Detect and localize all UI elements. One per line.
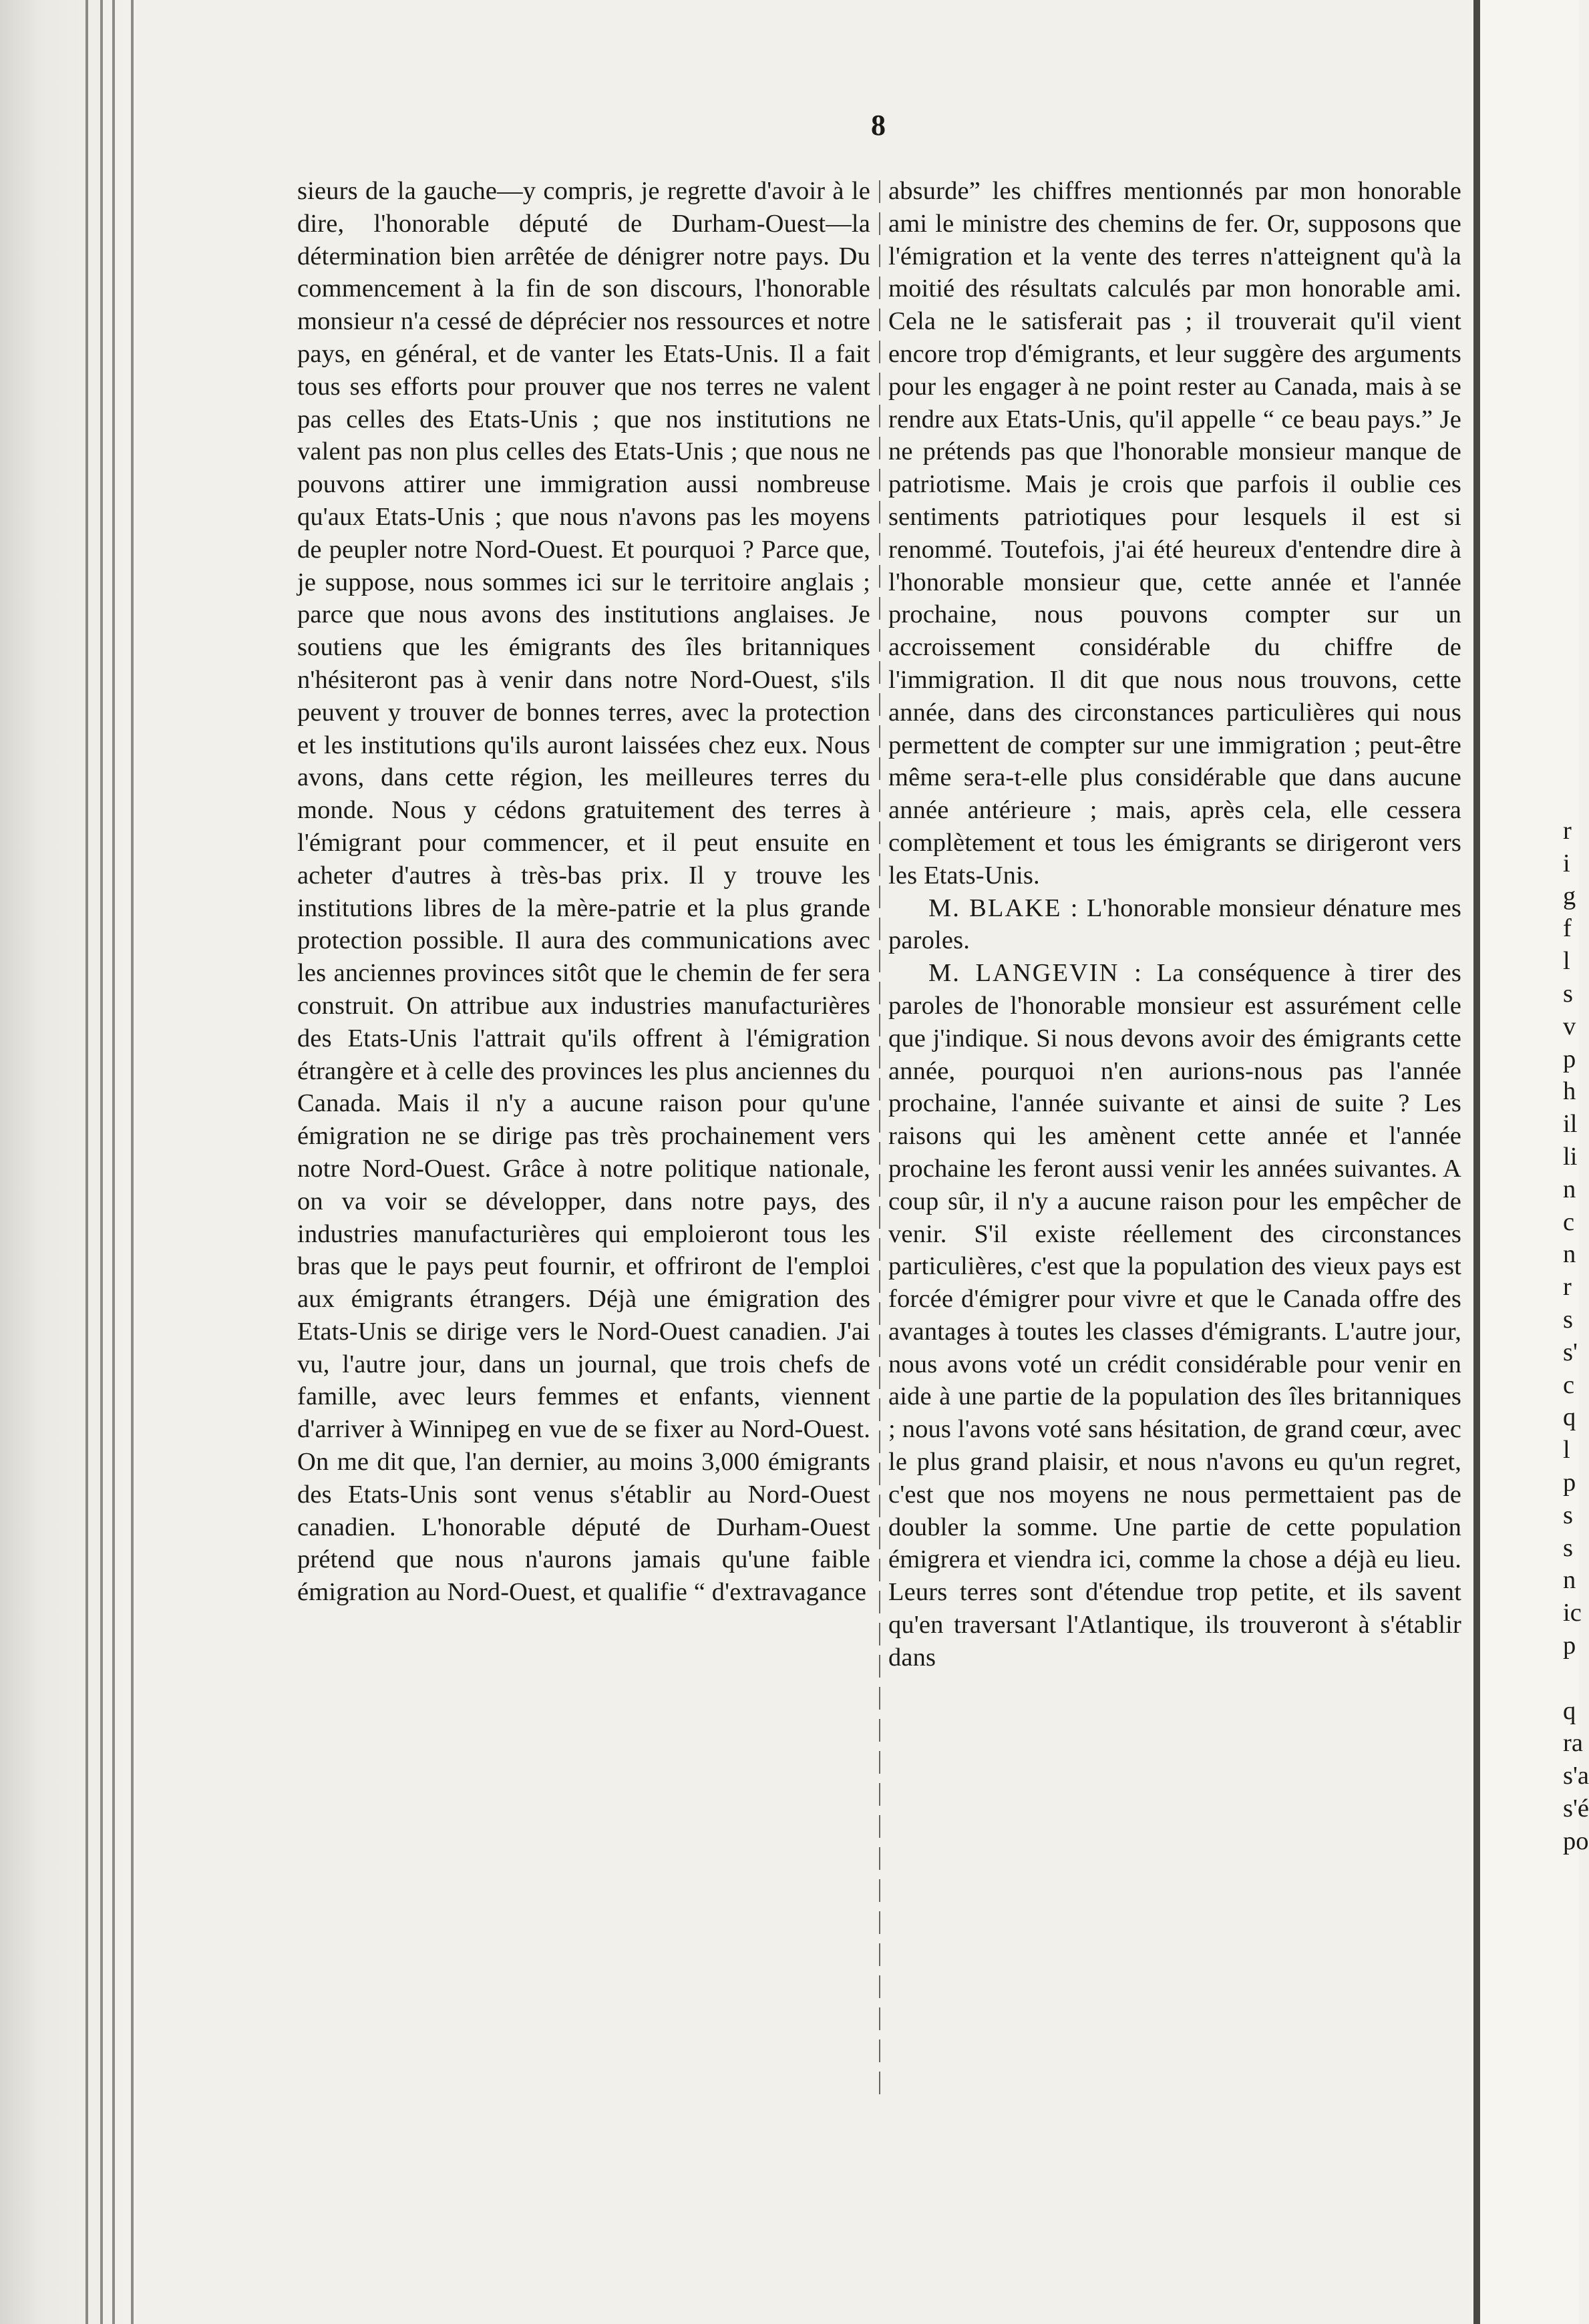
adjacent-page-fragment: h xyxy=(1563,1077,1576,1106)
adjacent-page-fragment: li xyxy=(1563,1142,1578,1171)
adjacent-page-fragment: s'a xyxy=(1563,1762,1589,1790)
scan-edge-line xyxy=(100,0,103,2324)
right-column-paragraph xyxy=(888,175,1461,892)
adjacent-page-fragment: g xyxy=(1563,882,1576,910)
adjacent-page-fragment: n xyxy=(1563,1175,1576,1203)
left-column-paragraph: sieurs de la gauche—y compris, je regrette d'avoir à le dire, l'honorable député de Durham-Ouest—la détermination bien arrêtée de dénigrer notre pays. Du commencement à la fin de son discours, l'honorable monsieur n'a cessé de déprécier nos ressources et notre pays, en général, et de vanter les Etats-Unis. Il a fait tous ses efforts pour prouver que nos terres ne valent pas celles des Etats-Unis ; que nos institutions ne valent pas non plus celles des Etats-Unis ; que nous ne pouvons attirer une immigration aussi nombreuse qu'aux Etats-Unis ; que nous n'avons pas les moyens de peupler notre Nord-Ouest. Et pourquoi ? Parce que, je suppose, nous sommes ici sur le territoire anglais ; parce que nous avons des institutions anglaises. Je soutiens que les émigrants des îles britanniques n'hésiteront pas à venir dans notre Nord-Ouest, s'ils peuvent y trouver de bonnes terres, avec la protection et les institutions qu'ils auront laissées chez eux. Nous avons, dans cette région, les meilleures terres du monde. Nous y cédons gratuitement des terres à l'émigrant pour commencer, et il peut ensuite en acheter d'autres à très-bas prix. Il y trouve les institutions libres de la mère-patrie et la plus grande protection possible. Il aura des communications avec les anciennes provinces sitôt que le chemin de fer sera construit. On attribue aux industries manufacturières des Etats-Unis l'attrait qu'ils offrent à l'émigration étrangère et à celle des provinces les plus anciennes du Canada. Mais il n'y a aucune raison pour qu'une émigration ne se dirige pas très prochainement vers notre Nord-Ouest. Grâce à notre politique nationale, on va voir se développer, dans notre pays, des industries manufacturières qui emploieront tous les bras que le pays peut fournir, et offriront de l'emploi aux émigrants étrangers. Déjà une émigration des Etats-Unis se dirige vers le Nord-Ouest canadien. J'ai vu, l'autre jour, dans un journal, que trois chefs de famille, avec leurs femmes et enfants, viennent d'arriver à Winnipeg en vue de se fixer au Nord-Ouest. On me dit que, l'an dernier, au moins 3,000 émigrants des Etats-Unis sont venus s'établir au Nord-Ouest canadien. L'honorable député de Durham-Ouest prétend que nous n'aurons jamais qu'une faible émigration au Nord-Ouest, et qualifie “ d'extravagance xyxy=(297,177,870,1607)
adjacent-page-fragment: ra xyxy=(1563,1729,1583,1758)
adjacent-page-fragment: c xyxy=(1563,1207,1575,1236)
column-divider xyxy=(879,180,880,2097)
adjacent-page-fragment: v xyxy=(1563,1012,1576,1040)
adjacent-page-fragment: s xyxy=(1563,1533,1573,1562)
adjacent-page-fragment: l xyxy=(1563,947,1570,976)
adjacent-page-fragment: p xyxy=(1563,1468,1576,1497)
scan-right-edge-line xyxy=(1473,0,1480,2324)
adjacent-page-fragment xyxy=(1563,1662,1579,1695)
adjacent-page-fragment: c xyxy=(1563,1370,1575,1399)
speech-text: La conséquence à tirer des paroles de l'honorable monsieur est assurément celle que j'indique. Si nous devons avoir des émigrants cette année, pourquoi n'en aurions-nous pas l'année prochaine, l'année suivante et ainsi de suite ? Les raisons qui les amènent cette année et l'année prochaine les feront aussi venir les années suivantes. A coup sûr, il n'y a aucune raison pour les empêcher de venir. S'il existe réellement des circonstances particulières, c'est que la population des vieux pays est forcée d'émigrer pour vivre et que le Canada offre des avantages à toutes les classes d'émigrants. L'autre jour, nous avons voté un crédit considérable pour venir en aide à une partie de la population des îles britanniques ; nous l'avons voté sans hésitation, de grand cœur, avec le plus grand plaisir, et nous n'avons eu qu'un regret, c'est que nos moyens ne nous permettaient pas de doubler la somme. Une partie de cette population émigrera et viendra ici, comme la chose a déjà eu lieu. Leurs terres sont d'étendue trop petite, et ils savent qu'en traversant l'Atlantique, ils trouveront à s'établir dans xyxy=(888,959,1461,1672)
adjacent-page-fragment: r xyxy=(1563,1273,1572,1302)
page-number: 8 xyxy=(871,109,886,142)
speech-langevin xyxy=(888,957,1461,1674)
adjacent-page-fragment: p xyxy=(1563,1631,1576,1660)
adjacent-page-fragment: n xyxy=(1563,1240,1576,1269)
adjacent-page-fragment: i xyxy=(1563,849,1570,878)
speech-text: L'honorable monsieur dénature mes paroles. xyxy=(888,894,1461,955)
adjacent-page-fragment: s xyxy=(1563,1305,1573,1334)
adjacent-page-fragment: s'é xyxy=(1563,1794,1589,1822)
adjacent-page-fragment: ic xyxy=(1563,1599,1582,1627)
speaker-name: M. BLAKE : xyxy=(928,894,1079,922)
adjacent-page-fragment: s' xyxy=(1563,1338,1578,1366)
adjacent-page-fragment: r xyxy=(1563,817,1572,845)
right-column xyxy=(888,175,1461,1674)
adjacent-page-fragment: s xyxy=(1563,1501,1573,1529)
adjacent-page-fragment: q xyxy=(1563,1403,1576,1432)
adjacent-page-fragment: n xyxy=(1563,1566,1576,1595)
scan-edge-line xyxy=(85,0,88,2324)
speech-blake xyxy=(888,892,1461,958)
adjacent-page-fragments xyxy=(1563,815,1589,1858)
adjacent-page-fragment: il xyxy=(1563,1110,1578,1139)
adjacent-page-fragment: po xyxy=(1563,1826,1589,1855)
adjacent-page-fragment: l xyxy=(1563,1436,1570,1465)
scan-edge-line xyxy=(112,0,115,2324)
scan-edge-line xyxy=(131,0,134,2324)
adjacent-page-fragment: f xyxy=(1563,914,1572,943)
speaker-name: M. LANGEVIN : xyxy=(928,959,1143,988)
adjacent-page-fragment: s xyxy=(1563,979,1573,1008)
paragraph-text: absurde” les chiffres mentionnés par mon honorable ami le ministre des chemins de fer. Or, supposons que l'émigration et la vente des terres n'atteignent qu'à la moitié des résultats calculés par mon honorable ami. Cela ne le satisferait pas ; il trouverait qu'il vient encore trop d'émigrants, et leur suggère des arguments pour les engager à ne point rester au Canada, mais à se rendre aux Etats-Unis, qu'il appelle “ ce beau pays.” Je ne prétends pas que l'honorable monsieur manque de patriotisme. Mais je crois que parfois il oublie ces sentiments patriotiques pour lesquels il est si renommé. Toutefois, j'ai été heureux d'entendre dire à l'honorable monsieur que, cette année et l'année prochaine, nous pouvons compter sur un accroissement considérable du chiffre de l'immigration. Il dit que nous nous trouvons, cette année, dans des circonstances particulières qui nous permettent de compter sur une immigration ; peut-être même sera-t-elle plus considérable que dans aucune année antérieure ; mais, après cela, elle cessera complètement et tous les émigrants se dirigeront vers les Etats-Unis. xyxy=(888,177,1461,890)
adjacent-page-fragment: q xyxy=(1563,1696,1576,1725)
scan-left-margin xyxy=(0,0,137,2324)
left-column xyxy=(297,175,870,1609)
adjacent-page-fragment: p xyxy=(1563,1044,1576,1073)
